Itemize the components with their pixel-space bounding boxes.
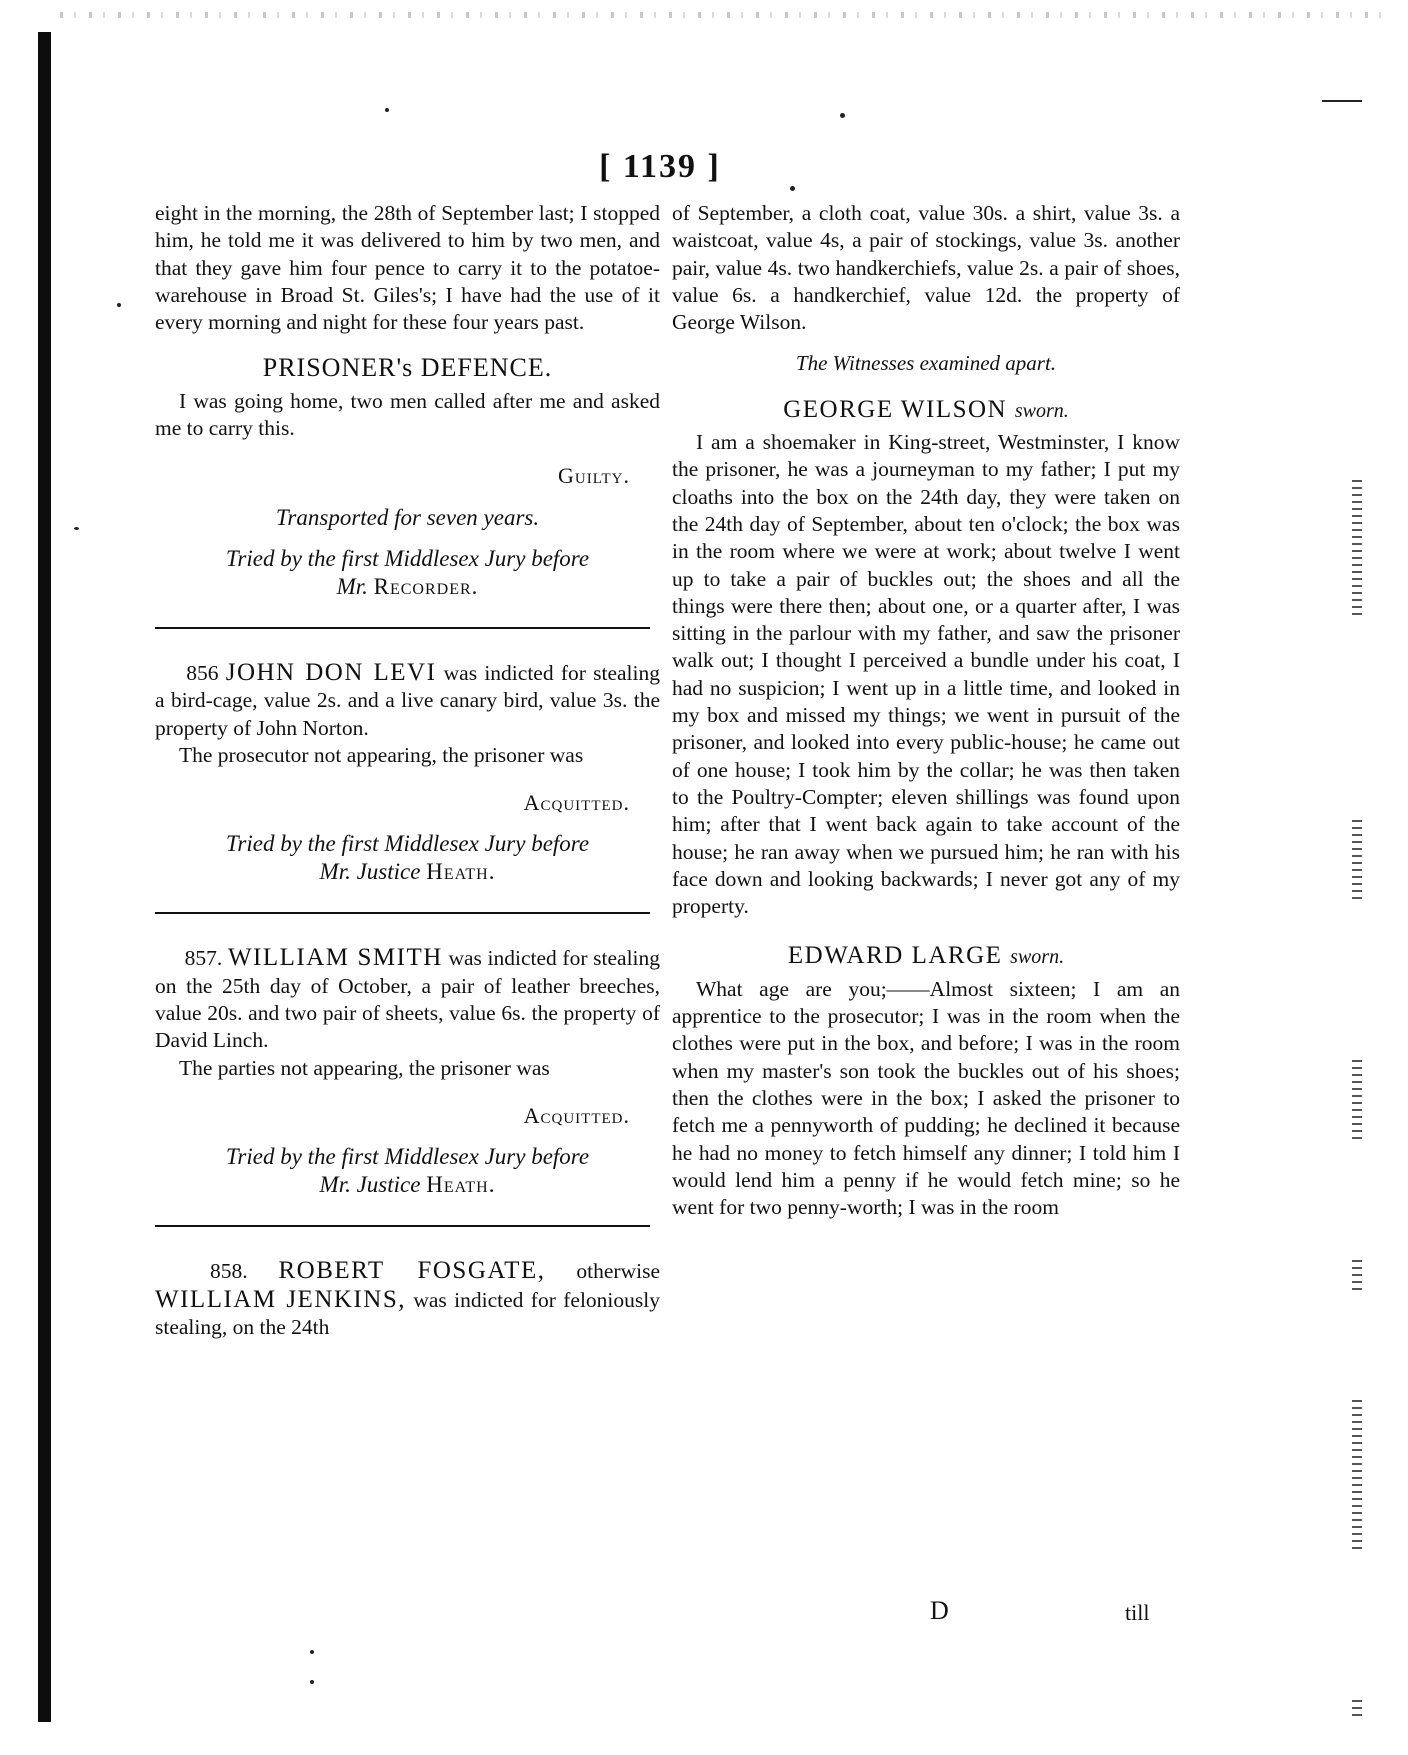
case-858 (155, 1257, 660, 1341)
scan-speck (117, 303, 121, 307)
case-divider (155, 627, 650, 629)
witness-testimony: What age are you;——Almost sixteen; I am an apprentice to the prosecutor; I was in the room when the clothes were put in the box, and before; I was in the room when my master's son took the buckles out of his shoes; then the clothes were in the box; I asked the prisoner to fetch me a pennyworth of pudding; he declined it because he had no money to fetch himself any dinner; I told him I would lend him a penny if he would fetch mine; so he went for two penny-worth; I was in the room (672, 976, 1180, 1220)
defendant-name: WILLIAM SMITH (227, 944, 443, 972)
margin-specks (1352, 820, 1362, 900)
case-number: 856 (186, 660, 219, 685)
scan-speck (310, 1680, 314, 1684)
trial-note (155, 1143, 660, 1199)
margin-specks (1352, 1400, 1362, 1550)
trial-note-line: Tried by the first Middlesex Jury before (225, 545, 590, 571)
sentence: Transported for seven years. (275, 504, 540, 530)
scan-speck (840, 113, 845, 118)
defendant-name: ROBERT FOSGATE, (278, 1257, 546, 1285)
trial-note-title: Mr. Justice (319, 859, 421, 885)
defendant-alias: WILLIAM JENKINS, (155, 1285, 406, 1313)
sworn-label: sworn. (1010, 946, 1065, 969)
trial-note-judge: Heath. (426, 859, 496, 885)
witnesses-note: The Witnesses examined apart. (795, 351, 1057, 376)
case-number: 858. (209, 1259, 248, 1284)
witness-testimony: I am a shoemaker in King-street, Westminster, I know the prisoner, he was a journeyman to my father; I put my cloaths into the box on the 24th day, they were taken on the 24th day of September, about ten o'clock; the box was in the room where we were at work; about twelve I went up to take a pair of buckles out; the shoes and all the things were there then; about one, or a quarter after, I was sitting in the parlour with my father, and saw the prisoner walk out; I thought I perceived a bundle under his coat, I had no suspicion; I went up in a little time, and looked in my box and missed my things; we went in pursuit of the prisoner, and looked into every public-house; he came out of one house; I took him by the collar; he was then taken to the Poultry-Compter; eleven shillings was found upon him; after that I went back again to take account of the house; he ran away when we pursued him; he ran with his face down and looking backwards; I never got any of my property. (672, 430, 1180, 919)
case-divider (155, 1225, 650, 1227)
witness-name: EDWARD LARGE (787, 942, 1003, 970)
catchword: till (1125, 1600, 1150, 1625)
witness-name: GEORGE WILSON (783, 395, 1008, 423)
verdict-acquitted: Acquitted. (523, 1102, 630, 1128)
verdict-guilty: Guilty. (558, 463, 630, 489)
signature-mark: D (930, 1596, 949, 1625)
margin-specks (1352, 1060, 1362, 1140)
left-column (155, 200, 660, 1341)
sworn-label: sworn. (1014, 399, 1069, 422)
alias-connector: otherwise (545, 1259, 660, 1284)
witness-heading (672, 942, 1180, 971)
trial-note-line: Tried by the first Middlesex Jury before (225, 831, 590, 857)
right-column (672, 200, 1180, 1221)
margin-specks (1352, 480, 1362, 620)
verdict-acquitted: Acquitted. (523, 790, 630, 816)
scan-speck (310, 1650, 314, 1654)
case-number: 857. (184, 946, 223, 971)
scan-edge-shadow (38, 32, 51, 1722)
case-856 (155, 659, 660, 742)
scan-noise (60, 12, 1390, 18)
trial-note-judge: Heath. (426, 1172, 496, 1198)
margin-specks (1352, 1700, 1362, 1720)
trial-note (155, 545, 660, 601)
trial-note-title: Mr. (336, 573, 368, 599)
scan-speck (790, 186, 795, 191)
indictment-continuation: of September, a cloth coat, value 30s. a shirt, value 3s. a waistcoat, value 4s, a pair of stockings, value 3s. another pair, value 4s. two handkerchiefs, value 2s. a pair of shoes, value 6s. a handkerchief, value 12d. the property of George Wilson. (672, 201, 1180, 335)
page-number: [ 1139 ] (599, 148, 721, 185)
defence-text: I was going home, two men called after me and asked me to carry this. (155, 388, 660, 441)
scan-speck (385, 108, 389, 112)
testimony-continuation: eight in the morning, the 28th of September last; I stopped him, he told me it was delivered to him by two men, and that they gave him four pence to carry it to the potatoe-warehouse in Broad St. Giles's; I have had the use of it every morning and night for these four years past. (155, 201, 660, 335)
case-divider (155, 912, 650, 914)
trial-note-title: Mr. Justice (319, 1172, 421, 1198)
trial-note-judge: Recorder. (373, 573, 479, 599)
indictment-text: was indicted for stealing on the 25th day of October, a pair of leather breeches, value 20s. and two pair of sheets, value 6s. the property of David Linch. (155, 946, 661, 1053)
defendant-name: JOHN DON LEVI (225, 658, 437, 686)
scan-speck (74, 527, 79, 530)
indictment-text: was indicted for stealing a bird-cage, value 2s. and a live canary bird, value 3s. the property of John Norton. (155, 660, 660, 740)
trial-note-line: Tried by the first Middlesex Jury before (225, 1144, 590, 1170)
trial-note (155, 830, 660, 886)
case-note: The parties not appearing, the prisoner was (179, 1055, 550, 1080)
case-857 (155, 944, 660, 1054)
margin-specks (1352, 1260, 1362, 1290)
margin-mark (1322, 100, 1362, 102)
indictment-text: was indicted for feloniously stealing, on the 24th (155, 1287, 660, 1339)
defence-heading: PRISONER's DEFENCE. (262, 353, 553, 383)
case-note: The prosecutor not appearing, the prisoner was (179, 742, 584, 767)
witness-heading (672, 396, 1180, 425)
